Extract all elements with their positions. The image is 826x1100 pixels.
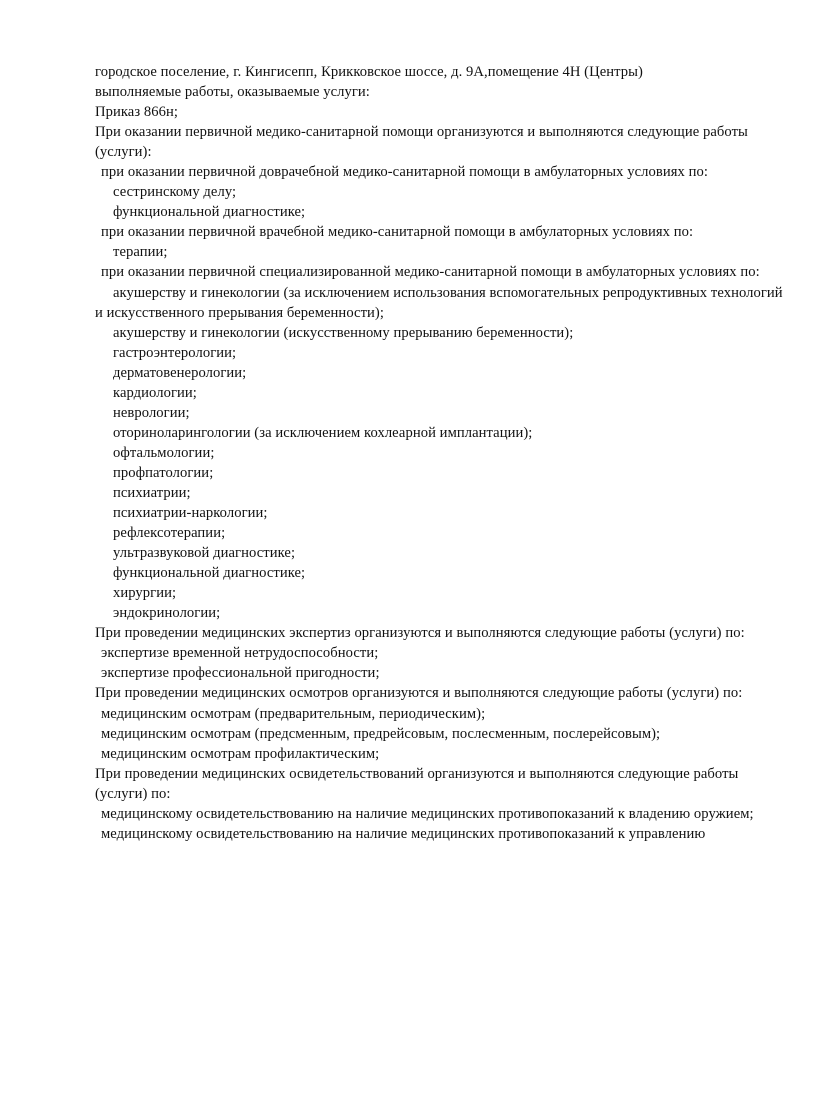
certification-driving: медицинскому освидетельствованию на наличие медицинских противопоказаний к управлению — [101, 825, 706, 842]
ultrasound-diagnostics: ультразвуковой диагностике; — [113, 545, 296, 562]
therapy: терапии; — [113, 244, 168, 261]
otorhinolaryngology: оториноларингологии (за исключением кохлеарной имплантации); — [113, 424, 533, 441]
order-866n: Приказ 866н; — [95, 104, 179, 121]
pre-medical-outpatient: при оказании первичной доврачебной медико-санитарной помощи в амбулаторных условиях по: — [101, 164, 709, 181]
functional-diagnostics-2: функциональной диагностике; — [113, 565, 306, 582]
nursing: сестринскому делу; — [113, 184, 237, 201]
primary-care-heading: При оказании первичной медико-санитарной помощи организуются и выполняются следующие работы (услуги): — [95, 124, 752, 161]
medical-examinations-heading: При проведении медицинских осмотров организуются и выполняются следующие работы (услуги) по: — [95, 685, 743, 702]
obstetrics-gynecology-1: акушерству и гинекологии (за исключением использования вспомогательных репродуктивных технологий и искусственного прерывания беременности); — [95, 284, 787, 321]
primary-physician-outpatient: при оказании первичной врачебной медико-санитарной помощи в амбулаторных условиях по: — [101, 224, 694, 241]
endocrinology: эндокринологии; — [113, 605, 221, 622]
dermatovenereology: дерматовенерологии; — [113, 364, 247, 381]
certification-weapons: медицинскому освидетельствованию на наличие медицинских противопоказаний к владению оружием; — [101, 805, 754, 822]
functional-diagnostics-1: функциональной диагностике; — [113, 204, 306, 221]
professional-fitness-expertise: экспертизе профессиональной пригодности; — [101, 665, 380, 682]
gastroenterology: гастроэнтерологии; — [113, 344, 237, 361]
psychiatry: психиатрии; — [113, 484, 191, 501]
occupational-pathology: профпатологии; — [113, 464, 214, 481]
psychiatry-narcology: психиатрии-наркологии; — [113, 505, 268, 522]
document-text-body — [95, 62, 791, 844]
obstetrics-gynecology-2: акушерству и гинекологии (искусственному прерыванию беременности); — [113, 324, 574, 341]
works-services-heading: выполняемые работы, оказываемые услуги: — [95, 84, 370, 101]
medical-certifications-heading: При проведении медицинских освидетельствований организуются и выполняются следующие работы (услуги) по: — [95, 765, 743, 802]
reflexotherapy: рефлексотерапии; — [113, 525, 226, 542]
address-line: городское поселение, г. Кингисепп, Крикковское шоссе, д. 9А,помещение 4Н (Центры) — [95, 64, 643, 80]
ophthalmology: офтальмологии; — [113, 444, 215, 461]
medical-expertise-heading: При проведении медицинских экспертиз организуются и выполняются следующие работы (услуги) по: — [95, 625, 745, 642]
exams-preventive: медицинским осмотрам профилактическим; — [101, 745, 380, 762]
neurology: неврологии; — [113, 404, 190, 421]
primary-specialized-outpatient: при оказании первичной специализированной медико-санитарной помощи в амбулаторных условиях по: — [101, 264, 760, 281]
surgery: хирургии; — [113, 585, 177, 602]
temporary-disability-expertise: экспертизе временной нетрудоспособности; — [101, 645, 379, 662]
cardiology: кардиологии; — [113, 384, 197, 401]
exams-preshift-pretrip: медицинским осмотрам (предсменным, предрейсовым, послесменным, послерейсовым); — [101, 725, 661, 742]
exams-preliminary-periodic: медицинским осмотрам (предварительным, периодическим); — [101, 705, 486, 722]
